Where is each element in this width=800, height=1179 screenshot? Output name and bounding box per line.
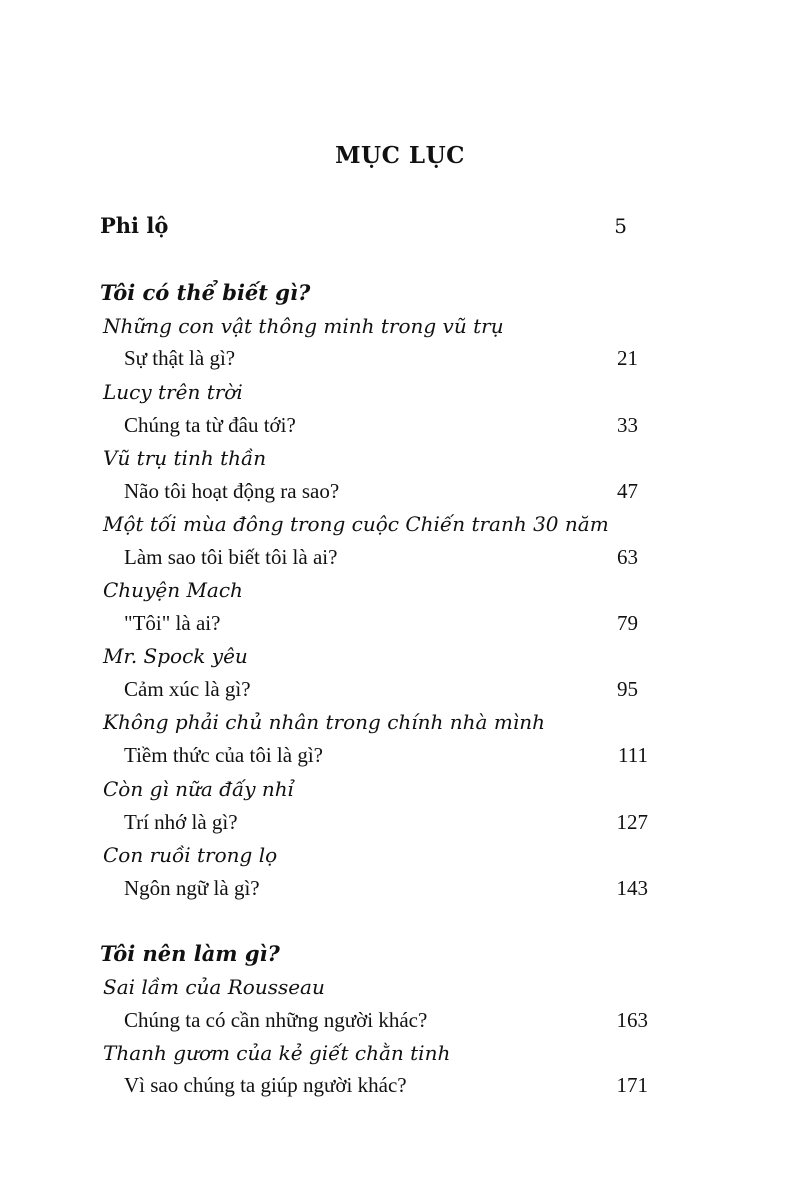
chapter-title-row [0,641,800,671]
chapter-title: Mr. Spock yêu [103,644,248,668]
part-heading [0,939,800,969]
chapter-question-row [0,807,800,837]
chapter-question-row [0,608,800,638]
chapter-question-row [0,343,800,373]
chapter-question: Não tôi hoạt động ra sao? [124,479,340,503]
chapter-title: Thanh gươm của kẻ giết chằn tinh [103,1041,451,1065]
chapter-title-row [0,443,800,473]
part-heading [0,278,800,308]
chapter-title: Lucy trên trời [103,380,243,404]
chapter-question-row [0,410,800,440]
chapter-title-row [0,774,800,804]
chapter-title-row [0,707,800,737]
chapter-title: Không phải chủ nhân trong chính nhà mình [103,710,545,734]
chapter-title-row [0,840,800,870]
chapter-question: Chúng ta từ đâu tới? [124,413,296,437]
toc-entry-preface [0,211,800,241]
preface-page-number: 5 [614,214,627,238]
page-number: 127 [616,810,648,834]
chapter-question-row [0,1005,800,1035]
chapter-question-row [0,674,800,704]
chapter-question: Tiềm thức của tôi là gì? [124,743,323,767]
chapter-question: Ngôn ngữ là gì? [124,876,260,900]
chapter-title-row [0,1038,800,1068]
chapter-title: Còn gì nữa đấy nhỉ [103,777,295,801]
part-1-heading: Tôi có thể biết gì? [100,280,311,305]
page-number: 47 [617,479,638,503]
chapter-title-row [0,972,800,1002]
chapter-title: Chuyện Mach [103,578,243,602]
chapter-question-row [0,740,800,770]
chapter-question: Cảm xúc là gì? [124,677,251,701]
chapter-title-row [0,377,800,407]
chapter-question: Trí nhớ là gì? [124,810,238,834]
part-2-heading: Tôi nên làm gì? [100,941,280,966]
page-title: MỤC LỤC [335,142,465,169]
chapter-title-row [0,575,800,605]
chapter-question: Chúng ta có cần những người khác? [124,1008,428,1032]
chapter-title: Những con vật thông minh trong vũ trụ [103,314,504,338]
chapter-title-row [0,311,800,341]
chapter-title: Sai lầm của Rousseau [103,975,325,999]
preface-label: Phi lộ [100,213,169,238]
chapter-question-row [0,873,800,903]
page-number: 143 [616,876,648,900]
chapter-title-row [0,509,800,539]
chapter-title: Con ruồi trong lọ [103,843,278,867]
chapter-question: "Tôi" là ai? [124,611,221,635]
chapter-title: Một tối mùa đông trong cuộc Chiến tranh 30 năm [103,512,609,536]
chapter-question: Làm sao tôi biết tôi là ai? [124,545,338,569]
chapter-question-row [0,476,800,506]
page-number: 171 [616,1073,648,1097]
chapter-question: Sự thật là gì? [124,346,236,370]
page-number: 95 [617,677,638,701]
chapter-question: Vì sao chúng ta giúp người khác? [124,1073,407,1097]
chapter-question-row [0,1070,800,1100]
page-number: 33 [617,413,638,437]
page-number: 163 [616,1008,648,1032]
page-number: 111 [618,743,648,767]
page-number: 21 [617,346,638,370]
chapter-question-row [0,542,800,572]
page-number: 79 [617,611,638,635]
chapter-title: Vũ trụ tinh thần [103,446,267,470]
page-number: 63 [617,545,638,569]
